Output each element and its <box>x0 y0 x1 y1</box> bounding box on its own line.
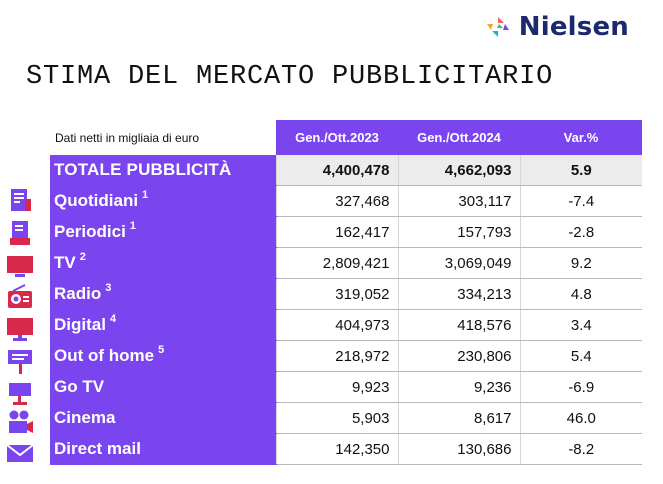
footnote-mark: 3 <box>105 282 112 294</box>
row-label: Radio $^3$ <box>50 279 276 310</box>
table-row <box>50 186 642 217</box>
value-2023: 404,973 <box>276 310 398 341</box>
nielsen-mark-icon <box>485 14 511 40</box>
newspaper-icon <box>5 187 35 213</box>
value-2023: 2,809,421 <box>276 248 398 279</box>
col-header-2024: Gen./Ott.2024 <box>398 120 520 155</box>
value-2024: 334,213 <box>398 279 520 310</box>
camera-icon <box>5 409 35 435</box>
value-var: 5.4 <box>520 341 642 372</box>
value-2024: 9,236 <box>398 372 520 403</box>
value-var: 9.2 <box>520 248 642 279</box>
value-var: 4.8 <box>520 279 642 310</box>
value-var: 46.0 <box>520 403 642 434</box>
row-label: Go TV <box>50 372 276 403</box>
col-header-2023: Gen./Ott.2023 <box>276 120 398 155</box>
row-label: Digital $^4$ <box>50 310 276 341</box>
page-title: STIMA DEL MERCATO PUBBLICITARIO <box>26 62 554 92</box>
footnote-mark: 5 <box>158 344 165 356</box>
table-row <box>50 217 642 248</box>
value-2024: 418,576 <box>398 310 520 341</box>
col-header-var: Var.% <box>520 120 642 155</box>
value-var: -6.9 <box>520 372 642 403</box>
value-2024: 8,617 <box>398 403 520 434</box>
table-row <box>50 372 642 403</box>
row-label: Periodici $^1$ <box>50 217 276 248</box>
billboard-icon <box>5 348 35 374</box>
go-tv-icon <box>5 381 35 407</box>
value-2024: 3,069,049 <box>398 248 520 279</box>
tv-icon <box>5 253 35 279</box>
value-2023: 327,468 <box>276 186 398 217</box>
value-2023: 319,052 <box>276 279 398 310</box>
footnote-mark: 4 <box>109 313 117 325</box>
table-row <box>50 341 642 372</box>
row-label: Direct mail <box>50 434 276 465</box>
footnote-mark: 1 <box>142 189 149 201</box>
value-2023: 162,417 <box>276 217 398 248</box>
value-var: 3.4 <box>520 310 642 341</box>
value-2023: 9,923 <box>276 372 398 403</box>
nielsen-wordmark: Nielsen <box>518 12 629 42</box>
radio-icon <box>5 284 35 310</box>
table-row <box>50 403 642 434</box>
value-var: -7.4 <box>520 186 642 217</box>
footnote-mark: 2 <box>79 251 86 263</box>
envelope-icon <box>5 440 35 466</box>
table-row <box>50 310 642 341</box>
value-2024: 230,806 <box>398 341 520 372</box>
row-label: TV $^2$ <box>50 248 276 279</box>
value-2023: 5,903 <box>276 403 398 434</box>
value-2024: 157,793 <box>398 217 520 248</box>
row-label: Out of home $^5$ <box>50 341 276 372</box>
magazine-icon <box>5 220 35 246</box>
table-row <box>50 248 642 279</box>
value-2023: 218,972 <box>276 341 398 372</box>
row-label: Quotidiani $^1$ <box>50 186 276 217</box>
value-2023: 142,350 <box>276 434 398 465</box>
nielsen-logo <box>485 12 629 42</box>
total-2024: 4,662,093 <box>398 155 520 186</box>
value-2024: 303,117 <box>398 186 520 217</box>
row-label-total: TOTALE PUBBLICITÀ <box>50 155 276 186</box>
footnote-mark: 1 <box>129 220 136 232</box>
table-row-total <box>50 155 642 186</box>
units-note: Dati netti in migliaia di euro <box>55 131 200 145</box>
market-table <box>50 120 642 465</box>
value-var: -8.2 <box>520 434 642 465</box>
total-2023: 4,400,478 <box>276 155 398 186</box>
monitor-icon <box>5 316 35 342</box>
value-2024: 130,686 <box>398 434 520 465</box>
table-row <box>50 434 642 465</box>
row-label: Cinema <box>50 403 276 434</box>
total-var: 5.9 <box>520 155 642 186</box>
table-row <box>50 279 642 310</box>
value-var: -2.8 <box>520 217 642 248</box>
